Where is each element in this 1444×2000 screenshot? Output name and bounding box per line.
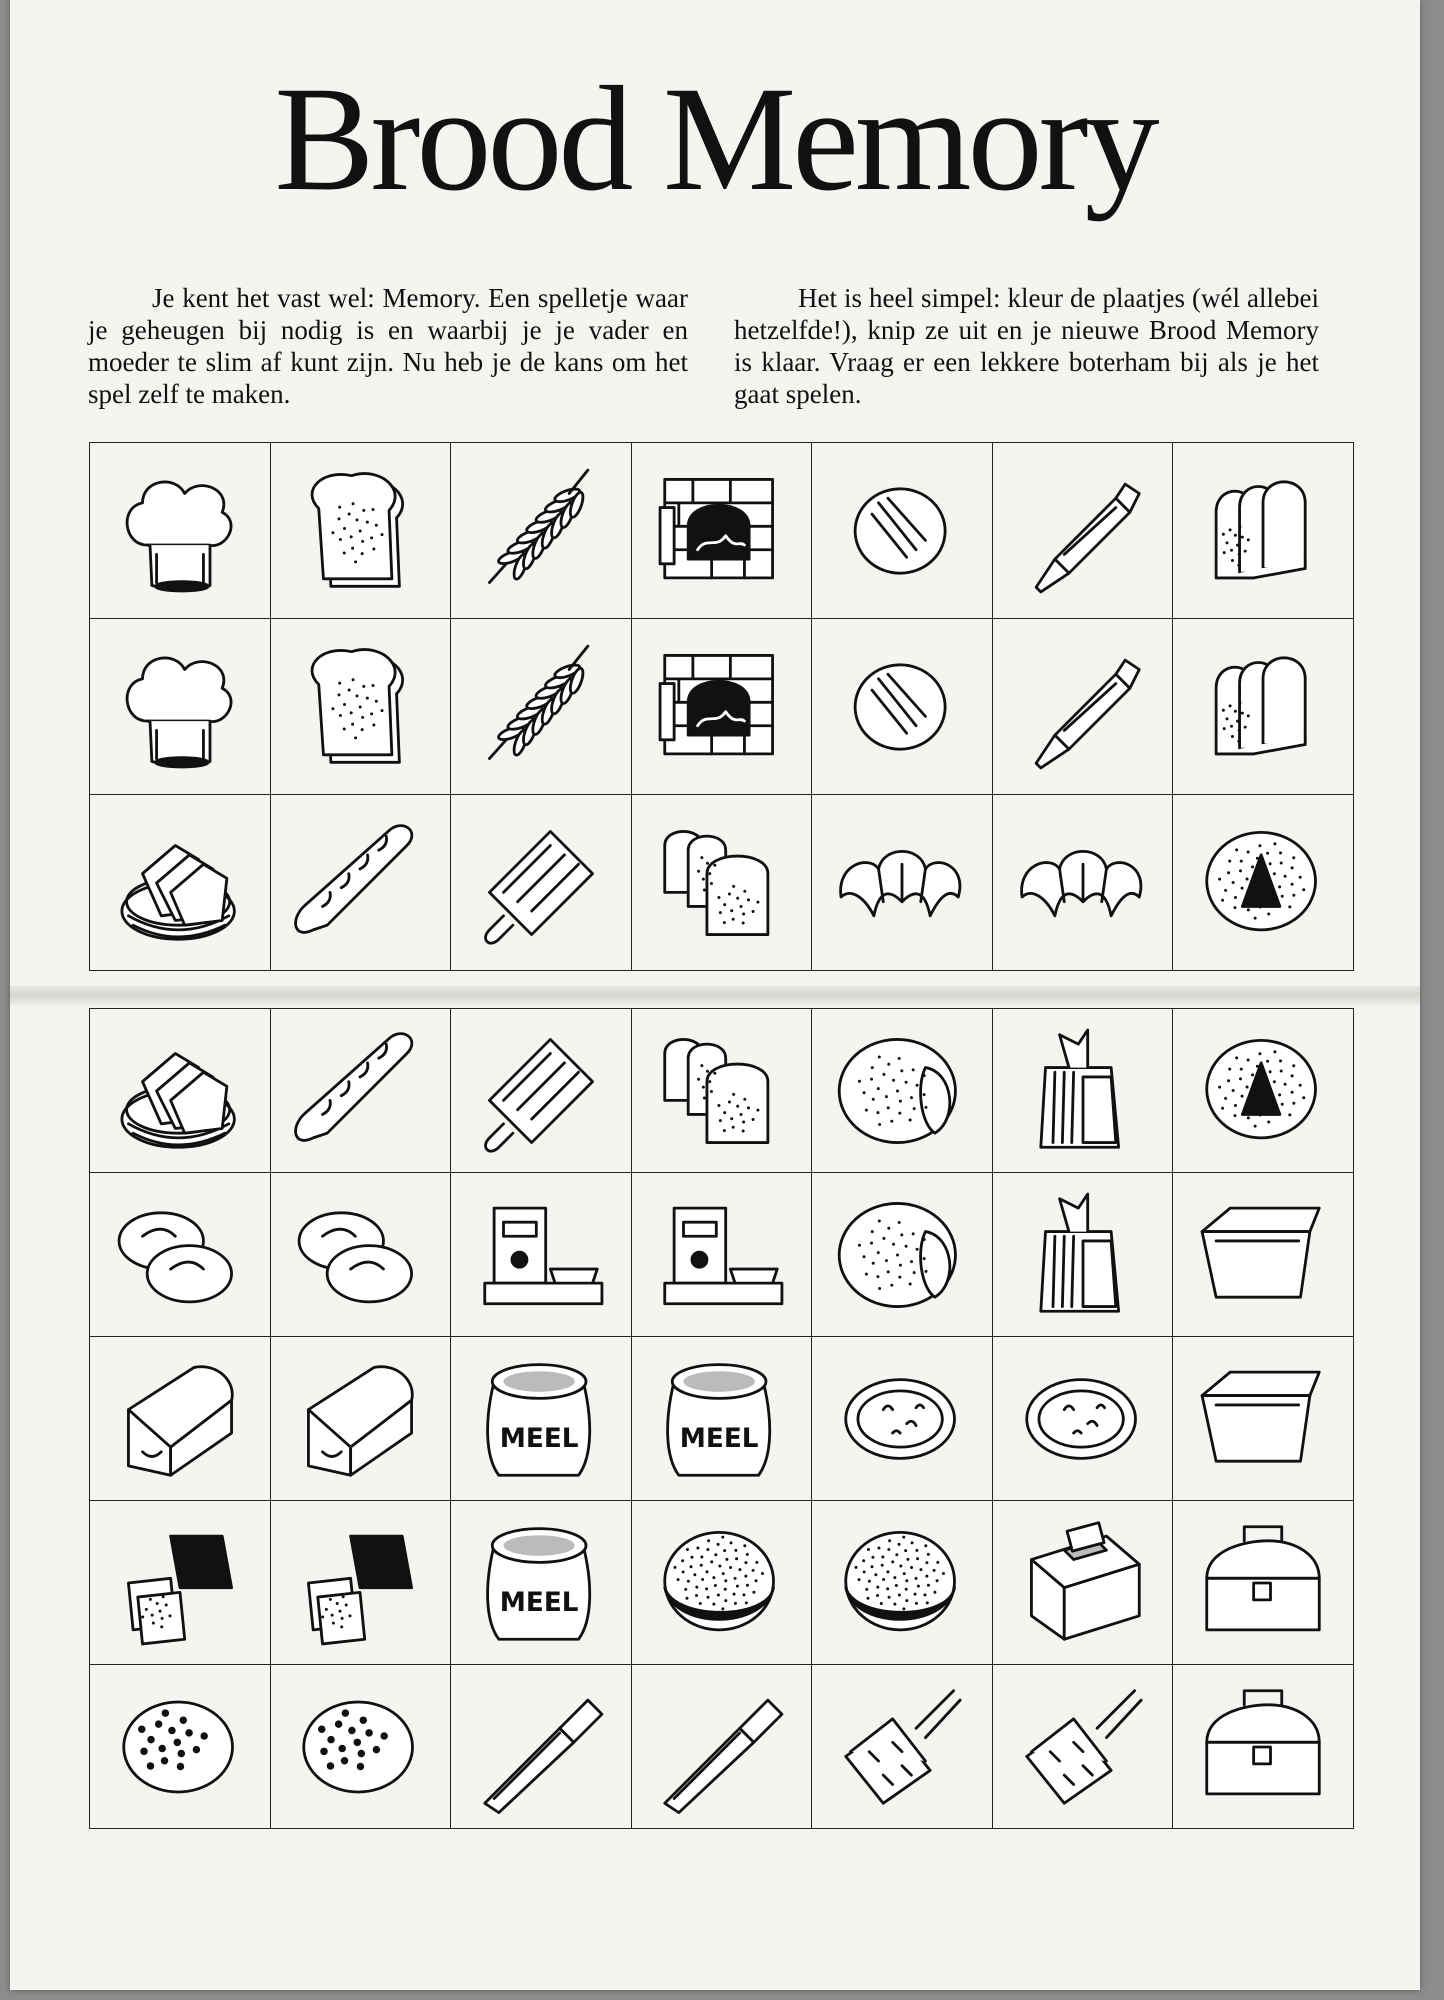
memory-card[interactable]: [993, 1173, 1174, 1337]
kitchen-scale-icon: [646, 1180, 796, 1330]
bread-basket-icon: [105, 1016, 255, 1166]
memory-card[interactable]: [632, 1337, 813, 1501]
bagged-bread-icon: [1008, 1180, 1158, 1330]
croissant-icon: [1008, 808, 1158, 958]
memory-card[interactable]: [632, 1501, 813, 1665]
sandwich-iron-icon: [1008, 1672, 1158, 1822]
bread-basket-icon: [105, 808, 255, 958]
croissant-icon: [827, 808, 977, 958]
memory-card[interactable]: [451, 795, 632, 971]
memory-card[interactable]: [451, 1501, 632, 1665]
spotted-bun-icon: [285, 1672, 435, 1822]
memory-card[interactable]: [632, 1009, 813, 1173]
wheat-ear-icon: [466, 632, 616, 782]
memory-card[interactable]: [90, 443, 271, 619]
seeded-round-bread-icon: [1188, 808, 1338, 958]
toaster-icon: [1008, 1508, 1158, 1658]
memory-card[interactable]: [632, 619, 813, 795]
memory-card[interactable]: [451, 1173, 632, 1337]
baguette-icon: [285, 1016, 435, 1166]
memory-card[interactable]: [90, 1665, 271, 1829]
spotted-bun-icon: [105, 1672, 255, 1822]
memory-card[interactable]: [1173, 1665, 1354, 1829]
bread-roll-icon: [827, 456, 977, 606]
baguette-icon: [285, 808, 435, 958]
lunch-box-icon: [1188, 1508, 1338, 1658]
brown-bread-icon: [105, 1508, 255, 1658]
svg-text:MEEL: MEEL: [499, 1423, 579, 1454]
flour-sack-icon: [466, 1344, 616, 1494]
bread-oven-icon: [646, 456, 796, 606]
lunch-box-icon: [1188, 1672, 1338, 1822]
cutting-board-icon: [466, 1016, 616, 1166]
memory-card[interactable]: [271, 1173, 452, 1337]
flour-sack-icon: [466, 1508, 616, 1658]
pizza-bun-icon: [1008, 1344, 1158, 1494]
page-title: Brood Memory: [274, 56, 1156, 222]
memory-card[interactable]: [271, 1665, 452, 1829]
brown-bread-icon: [285, 1508, 435, 1658]
sesame-bun-icon: [646, 1508, 796, 1658]
memory-card[interactable]: [812, 1665, 993, 1829]
memory-card[interactable]: [812, 443, 993, 619]
round-loaf-icon: [827, 1180, 977, 1330]
memory-card[interactable]: [271, 443, 452, 619]
chef-hat-icon: [105, 456, 255, 606]
rolling-pin-icon: [1008, 632, 1158, 782]
sesame-bun-icon: [827, 1508, 977, 1658]
kitchen-scale-icon: [466, 1180, 616, 1330]
memory-card[interactable]: [632, 443, 813, 619]
toast-slice-icon: [285, 632, 435, 782]
bread-knife-icon: [466, 1672, 616, 1822]
memory-card[interactable]: [1173, 619, 1354, 795]
memory-card[interactable]: [271, 1009, 452, 1173]
memory-card[interactable]: [90, 1173, 271, 1337]
memory-card[interactable]: [1173, 1337, 1354, 1501]
memory-card[interactable]: [812, 1173, 993, 1337]
memory-card[interactable]: [451, 1665, 632, 1829]
seeded-round-bread-icon: [1188, 1016, 1338, 1166]
braided-buns-icon: [285, 1180, 435, 1330]
svg-text:MEEL: MEEL: [680, 1423, 759, 1454]
memory-card[interactable]: [90, 619, 271, 795]
memory-grid-top: [89, 442, 1354, 971]
loaf-tin-icon: [1188, 1344, 1338, 1494]
memory-card[interactable]: [812, 619, 993, 795]
intro-left-paragraph: Je kent het vast wel: Memory. Een spelletje waar je geheugen bij nodig is en waarbij je je vader en moeder te slim af kunt zijn. Nu heb je de kans om het spel zelf te maken.: [88, 283, 688, 409]
memory-card[interactable]: [271, 619, 452, 795]
tin-loaf-icon: [285, 1344, 435, 1494]
flour-sack-icon: [646, 1344, 796, 1494]
memory-card[interactable]: [271, 795, 452, 971]
sandwich-iron-icon: [827, 1672, 977, 1822]
memory-card[interactable]: [451, 1337, 632, 1501]
memory-card[interactable]: [90, 1337, 271, 1501]
pizza-bun-icon: [827, 1344, 977, 1494]
memory-card[interactable]: [451, 443, 632, 619]
memory-card[interactable]: [812, 1337, 993, 1501]
memory-card[interactable]: [271, 1337, 452, 1501]
memory-card[interactable]: [90, 795, 271, 971]
bread-knife-icon: [646, 1672, 796, 1822]
memory-card[interactable]: [993, 1337, 1174, 1501]
memory-card[interactable]: [632, 1665, 813, 1829]
bagged-bread-icon: [1008, 1016, 1158, 1166]
memory-card[interactable]: [812, 1501, 993, 1665]
memory-card[interactable]: [451, 619, 632, 795]
memory-card[interactable]: [1173, 1009, 1354, 1173]
memory-card[interactable]: [451, 1009, 632, 1173]
memory-card[interactable]: [632, 1173, 813, 1337]
memory-card[interactable]: [1173, 795, 1354, 971]
memory-card[interactable]: [90, 1501, 271, 1665]
memory-card[interactable]: [1173, 1501, 1354, 1665]
braided-buns-icon: [105, 1180, 255, 1330]
memory-sheet: [10, 0, 1420, 1990]
cutting-board-icon: [466, 808, 616, 958]
tin-loaf-icon: [105, 1344, 255, 1494]
memory-card[interactable]: [993, 1009, 1174, 1173]
paper-fold: [10, 986, 1420, 1006]
memory-card[interactable]: [271, 1501, 452, 1665]
memory-card[interactable]: [993, 619, 1174, 795]
bread-roll-icon: [827, 632, 977, 782]
bread-slices-icon: [646, 808, 796, 958]
toast-slice-icon: [285, 456, 435, 606]
bread-oven-icon: [646, 632, 796, 782]
sliced-loaf-icon: [1188, 456, 1338, 606]
memory-card[interactable]: [1173, 1173, 1354, 1337]
rolling-pin-icon: [1008, 456, 1158, 606]
memory-card[interactable]: [812, 1009, 993, 1173]
memory-card[interactable]: [632, 795, 813, 971]
memory-card[interactable]: [993, 443, 1174, 619]
memory-card[interactable]: [993, 795, 1174, 971]
chef-hat-icon: [105, 632, 255, 782]
wheat-ear-icon: [466, 456, 616, 606]
memory-card[interactable]: [1173, 443, 1354, 619]
round-loaf-icon: [827, 1016, 977, 1166]
bread-slices-icon: [646, 1016, 796, 1166]
memory-grid-bottom: [89, 1008, 1354, 1829]
loaf-tin-icon: [1188, 1180, 1338, 1330]
intro-right-paragraph: Het is heel simpel: kleur de plaatjes (wél allebei hetzelfde!), knip ze uit en je nieuwe Brood Memory is klaar. Vraag er een lekkere boterham bij als je het gaat spelen.: [734, 283, 1319, 409]
memory-card[interactable]: [812, 795, 993, 971]
sliced-loaf-icon: [1188, 632, 1338, 782]
svg-text:MEEL: MEEL: [499, 1587, 579, 1618]
memory-card[interactable]: [993, 1501, 1174, 1665]
memory-card[interactable]: [90, 1009, 271, 1173]
memory-card[interactable]: [993, 1665, 1174, 1829]
